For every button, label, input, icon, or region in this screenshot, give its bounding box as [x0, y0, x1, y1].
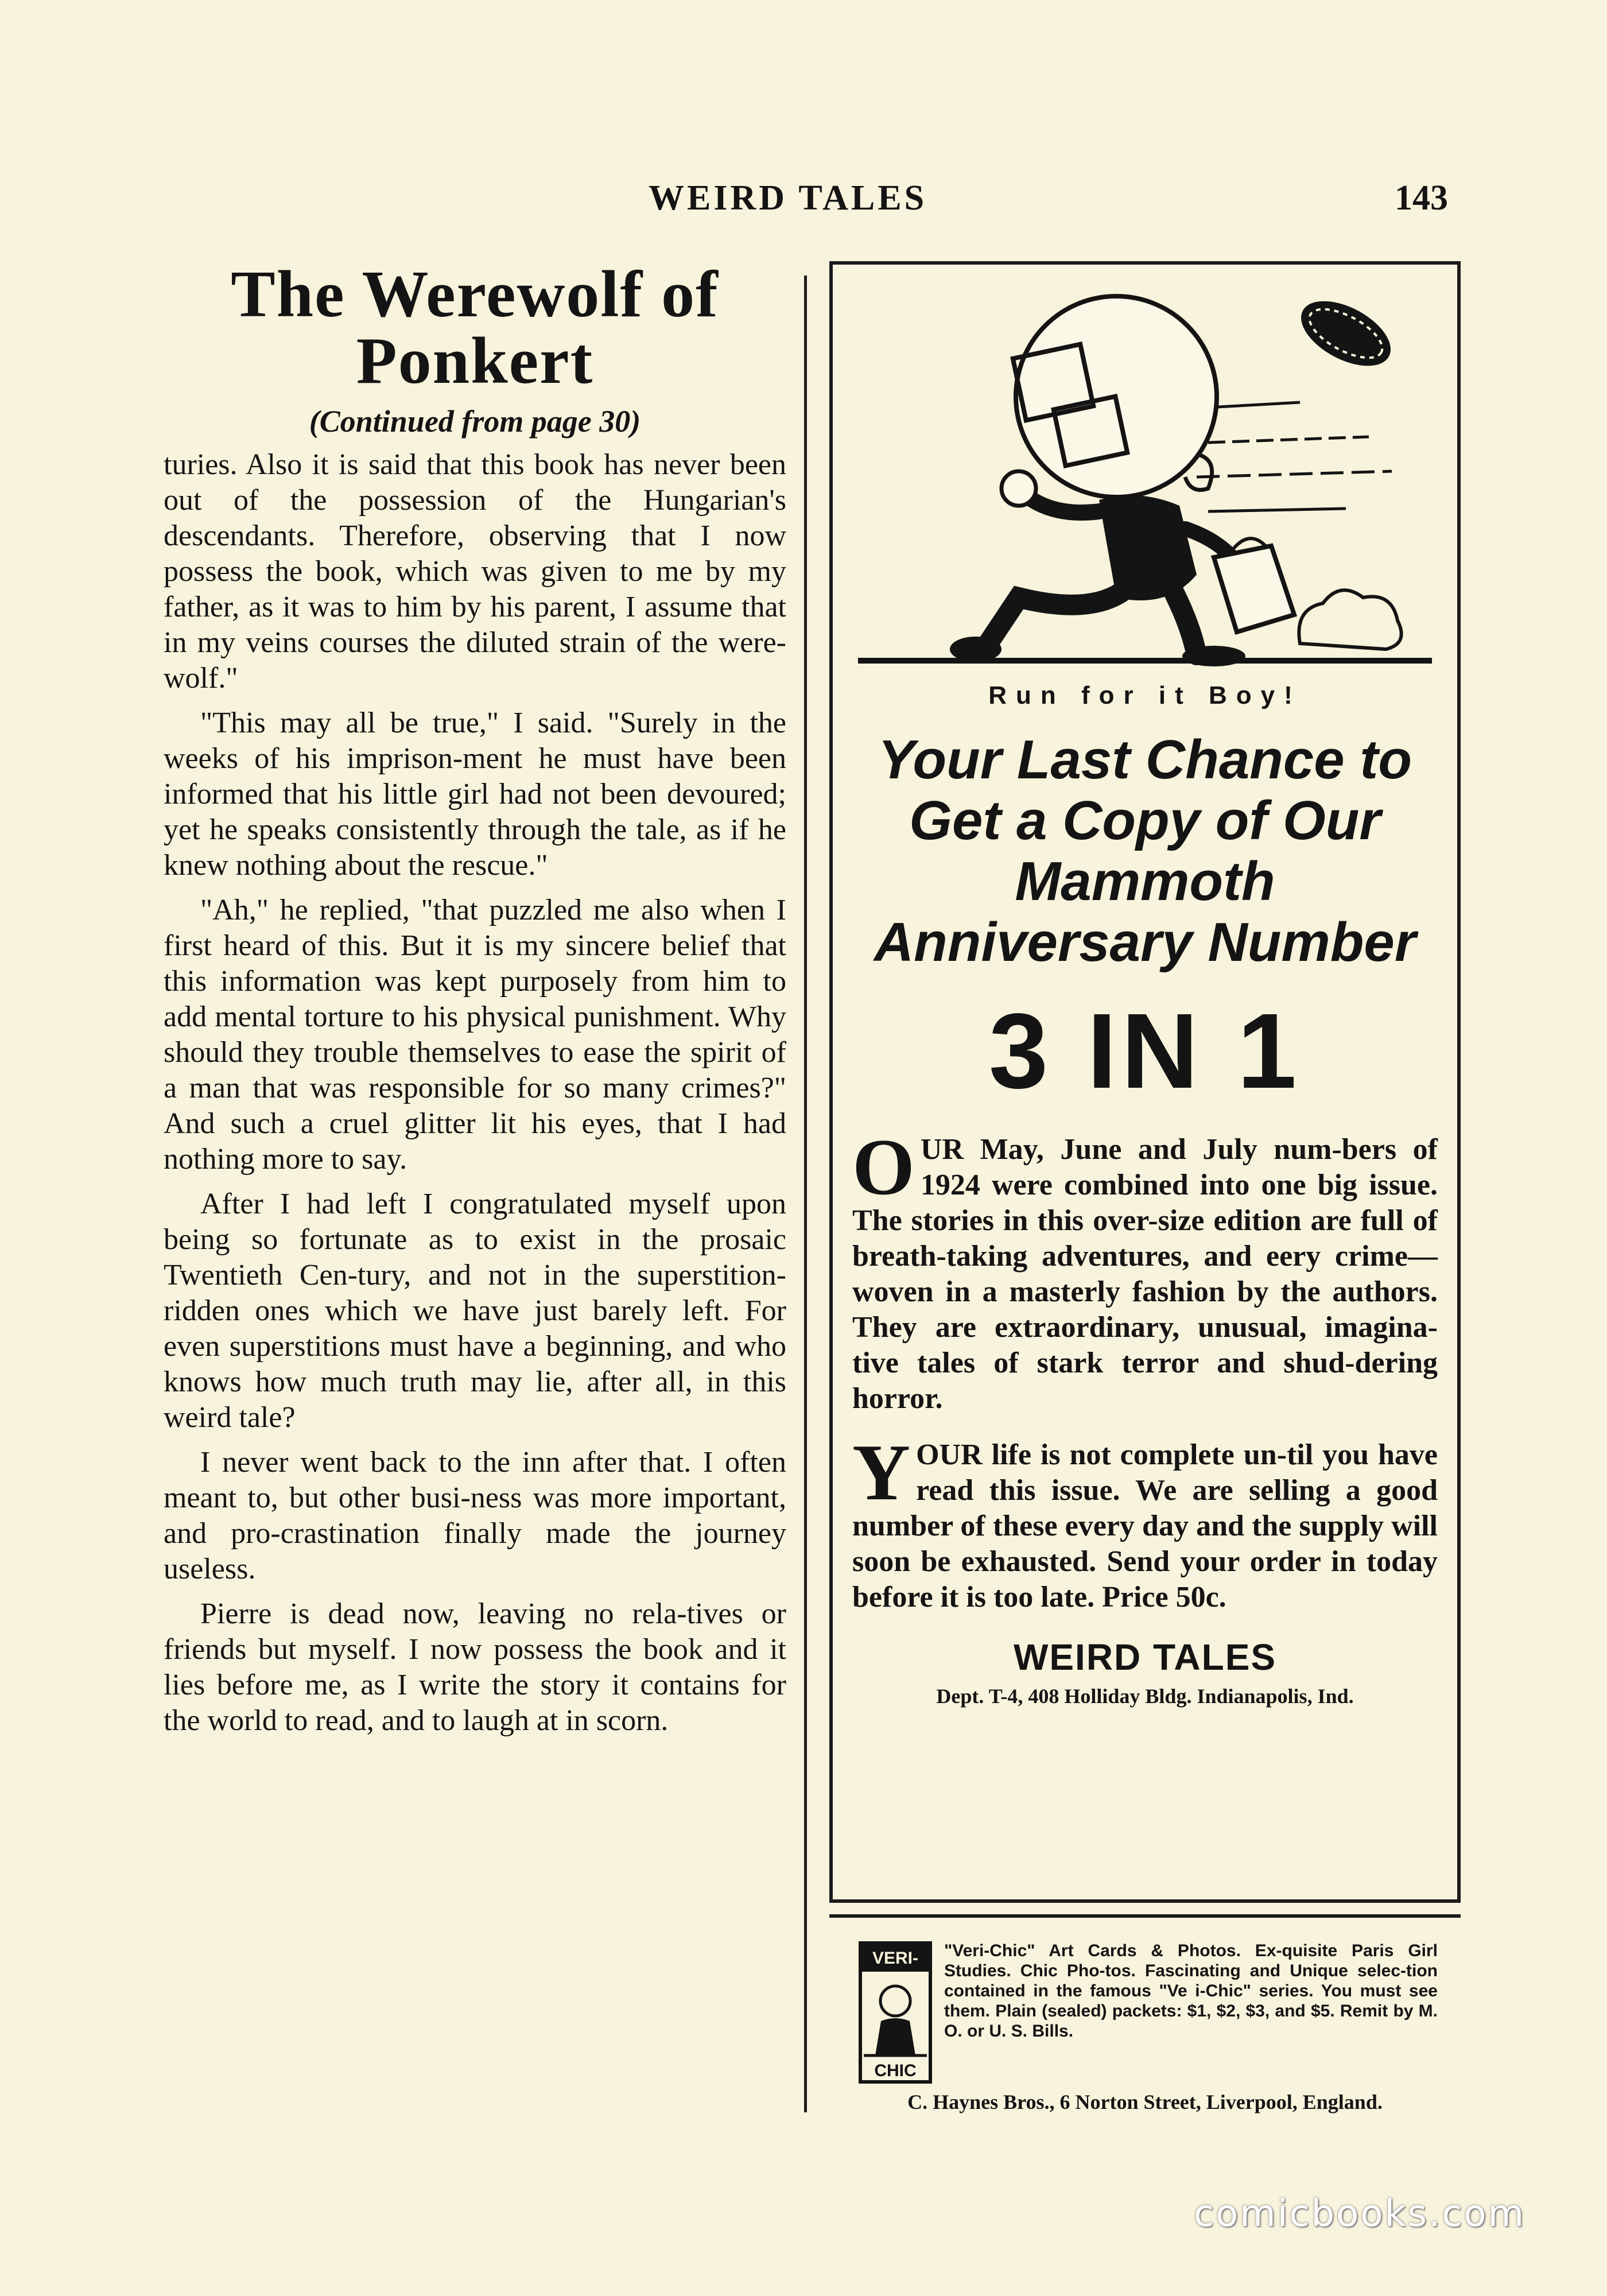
running-boy-icon — [852, 282, 1438, 672]
site-watermark: comicbooks.com — [1194, 2193, 1526, 2235]
publisher-address: Dept. T-4, 408 Holliday Bldg. Indianapolis, Ind. — [936, 1685, 1354, 1708]
veri-chic-logo-icon — [858, 1941, 933, 2084]
running-boy-illustration — [852, 282, 1438, 672]
running-head — [0, 172, 1607, 224]
ad-headline: Your Last Chance to Get a Copy of Our Mammoth Anniversary Number — [874, 729, 1416, 973]
story-paragraph: "Ah," he replied, "that puzzled me also when I first heard of this. But it is my sincere belief that this information was kept purposely from him to add mental torture to his physical punishment. Why should they trouble themselves to ease the spirit of a man that was responsible for so many crimes?" And such a cruel glitter lit his eyes, that I had nothing more to say. — [164, 894, 786, 1176]
story-paragraph: turies. Also it is said that this book has never been out of the possession of the Hungarian's descendants. Therefore, observing that I now possess the book, which was given to me by my father, as it was to him by his parent, I assume that in my veins courses the diluted strain of the were-wolf." — [164, 448, 786, 695]
drop-cap-y: Y — [852, 1428, 911, 1517]
story-column — [164, 261, 786, 2124]
logo-top-text: VERI- — [872, 1949, 919, 1968]
anniversary-ad — [829, 261, 1461, 1903]
logo-bottom-text: CHIC — [874, 2061, 917, 2080]
story-title: The Werewolf of Ponkert — [231, 261, 719, 398]
drop-cap-o: O — [852, 1123, 915, 1212]
veri-chic-ad — [829, 1914, 1461, 2121]
veri-chic-logo — [858, 1941, 933, 2084]
ad-paragraph-2-text: OUR life is not complete un-til you have read this issue. We are selling a good number of these every day and the supply will soon be exhausted. Send your order in today before it is too late. Price 50c. — [852, 1438, 1438, 1614]
story-paragraph: After I had left I congratulated myself upon being so fortunate as to exist in the prosaic Twentieth Cen-tury, and not in the superstition-ridden ones which we have just barely left. For even superstitions must have a beginning, and who knows how much truth may lie, after all, in this weird tale? — [164, 1188, 786, 1434]
column-rule — [804, 276, 807, 2112]
ad-paragraph-1-text: UR May, June and July num-bers of 1924 were combined into one big issue. The stories in this over-size edition are full of breath-taking adventures, and eery crime—woven in a masterly fashion by the authors. They are extraordinary, unusual, imagina-tive tales of stark terror and shud-dering horror. — [852, 1133, 1438, 1415]
story-paragraph: I never went back to the inn after that. I often meant to, but other busi-ness was more important, and pro-crastination finally made the journey useless. — [164, 1446, 786, 1585]
three-in-one-offer: 3 IN 1 — [988, 992, 1302, 1111]
continued-note: (Continued from page 30) — [309, 404, 641, 439]
veri-chic-copy: "Veri-Chic" Art Cards & Photos. Ex-quisite Paris Girl Studies. Chic Pho-tos. Fascinating and Unique selec-tion contained in the famous "Ve i-Chic" series. You must see them. Plain (sealed) packets: $1, $2, $3, and $5. Remit by M. O. or U. S. Bills. — [944, 1941, 1438, 2041]
ad-paragraph-1 — [852, 1123, 1438, 1417]
story-paragraph: "This may all be true," I said. "Surely in the weeks of his imprison-ment he must have been informed that his little girl had not been devoured; yet he speaks consistently through the tale, as if he knew nothing about the rescue." — [164, 707, 786, 882]
publisher-name: WEIRD TALES — [1013, 1636, 1277, 1678]
story-paragraph: Pierre is dead now, leaving no rela-tives or friends but myself. I now possess the book and it lies before me, as I write the story it contains for the world to read, and to laugh at in scorn. — [164, 1597, 786, 1737]
illustration-caption: Run for it Boy! — [988, 681, 1302, 709]
ad-paragraph-2 — [852, 1428, 1438, 1615]
veri-chic-address: C. Haynes Bros., 6 Norton Street, Liverpool, England. — [907, 2091, 1383, 2113]
page-number: 143 — [1395, 179, 1448, 218]
running-title: WEIRD TALES — [649, 179, 927, 218]
